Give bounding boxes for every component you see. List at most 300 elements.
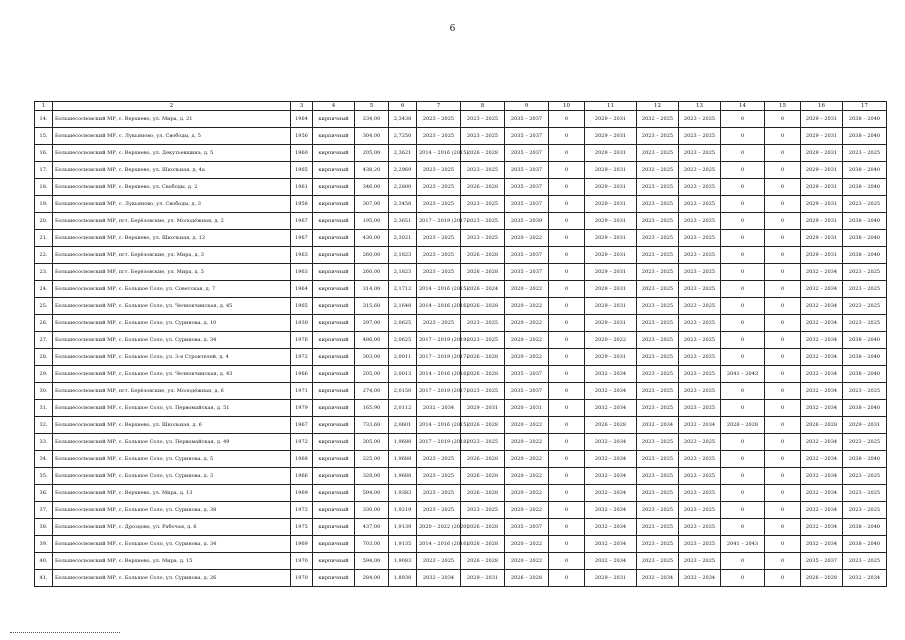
table-cell: 2023 – 2025 [637,281,679,298]
table-cell: 2026 – 2028 [461,298,505,315]
table-row [35,179,887,196]
address-cell: Большесосновский МР, с. Большое Соло, ул. Суринова, д. 38 [53,502,291,519]
table-cell: 2017 – 2019 (2017) [417,213,461,230]
table-cell: 2032 – 2034 [801,468,843,485]
column-number-cell: 17 [843,102,887,111]
table-cell: 2,0625 [389,315,417,332]
table-cell: 297,00 [355,315,389,332]
table-cell: 2023 – 2025 [637,553,679,570]
table-cell: 2029 – 2031 [801,162,843,179]
table-cell: 2032 – 2034 [801,485,843,502]
table-cell: 2,0112 [389,400,417,417]
table-cell: 2023 – 2025 [417,162,461,179]
table-cell: кирпичный [313,417,355,434]
table-cell: 2023 – 2025 [417,315,461,332]
table-cell: 205,00 [355,366,389,383]
table-cell: 2023 – 2025 [461,230,505,247]
table-cell: 1976 [291,332,313,349]
table-cell: 2,2969 [389,162,417,179]
table-cell: 0 [549,536,585,553]
table-cell: 2032 – 2034 [679,570,721,587]
table-cell: 2023 – 2025 [679,247,721,264]
table-cell: 2023 – 2025 [417,502,461,519]
table-cell: 0 [765,111,801,128]
table-cell: 36. [35,485,53,502]
table-cell: 2038 – 2040 [843,162,887,179]
table-cell: 2023 – 2025 [843,434,887,451]
table-cell: 594,00 [355,553,389,570]
table-cell: 1964 [291,111,313,128]
table-row [35,383,887,400]
table-cell: кирпичный [313,332,355,349]
table-cell: 2032 – 2034 [801,502,843,519]
table-cell: 0 [549,400,585,417]
table-cell: 205,00 [355,145,389,162]
table-cell: 0 [765,383,801,400]
table-cell: 2032 – 2034 [801,264,843,281]
table-cell: 2023 – 2025 [461,196,505,213]
table-cell: 2020 – 2022 [505,349,549,366]
table-cell: 2026 – 2028 [461,179,505,196]
table-cell: 2029 – 2031 [843,417,887,434]
table-cell: 0 [765,315,801,332]
table-cell: 430,00 [355,230,389,247]
table-cell: 303,00 [355,349,389,366]
table-row [35,145,887,162]
table-cell: 0 [765,366,801,383]
table-cell: 0 [721,468,765,485]
table-cell: 0 [549,196,585,213]
column-number-cell: 2 [53,102,291,111]
table-cell: 0 [765,451,801,468]
table-cell: 2035 – 2037 [505,145,549,162]
table-cell: 2035 – 2037 [505,519,549,536]
table-cell: 0 [721,332,765,349]
table-cell: 1963 [291,264,313,281]
table-cell: кирпичный [313,485,355,502]
table-cell: 2023 – 2025 [679,230,721,247]
table-cell: 2023 – 2025 [679,128,721,145]
table-cell: 2029 – 2031 [585,298,637,315]
table-row [35,332,887,349]
table-cell: 2032 – 2034 [585,485,637,502]
table-cell: 2038 – 2040 [843,349,887,366]
table-cell: 0 [549,230,585,247]
table-cell: 2032 – 2034 [843,570,887,587]
table-cell: 2038 – 2040 [843,332,887,349]
table-cell: 703,00 [355,536,389,553]
table-cell: 0 [549,162,585,179]
table-cell: 1,9139 [389,519,417,536]
table-cell: 2032 – 2034 [801,400,843,417]
page-number: 6 [449,24,456,34]
table-cell: 0 [765,485,801,502]
table-cell: 2023 – 2025 [637,298,679,315]
table-cell: 2,0150 [389,383,417,400]
table-cell: 2023 – 2025 [679,264,721,281]
table-cell: 2026 – 2028 [461,366,505,383]
table-cell: 0 [549,502,585,519]
table-cell: 1930 [291,315,313,332]
table-row [35,570,887,587]
table-cell: 0 [765,162,801,179]
table-cell: 2023 – 2025 [679,553,721,570]
table-cell: 1961 [291,179,313,196]
table-cell: 2023 – 2025 [843,553,887,570]
table-cell: кирпичный [313,451,355,468]
table-cell: 346,00 [355,179,389,196]
table-cell: 2029 – 2031 [585,315,637,332]
table-cell: 2032 – 2034 [585,366,637,383]
table-cell: 2026 – 2028 [461,519,505,536]
table-cell: 2032 – 2025 [637,111,679,128]
table-cell: 304,00 [355,128,389,145]
table-row [35,111,887,128]
table-cell: кирпичный [313,502,355,519]
address-cell: Большесосновский МР, с. Большое Соло, ул. Суринова, д. 34 [53,332,291,349]
column-number-cell: 12 [637,102,679,111]
table-cell: 2032 – 2034 [417,570,461,587]
table-cell: 2026 – 2028 [461,264,505,281]
table-cell: 2035 – 2037 [505,179,549,196]
table-cell: 2032 – 2034 [585,400,637,417]
table-cell: 1970 [291,553,313,570]
table-cell: 2029 – 2031 [585,281,637,298]
table-cell: 0 [549,179,585,196]
address-cell: Большесосновский МР, с. Лукьяново, ул. Свободы, д. 3 [53,196,291,213]
table-cell: 2038 – 2040 [843,213,887,230]
table-cell: 2029 – 2031 [585,213,637,230]
table-cell: 0 [765,230,801,247]
address-cell: Большесосновский МР, с. Большое Соло, ул. 3-я Строителей, д. 4 [53,349,291,366]
table-cell: 2,3651 [389,213,417,230]
table-cell: 20. [35,213,53,230]
table-cell: 2023 – 2025 [843,502,887,519]
table-cell: 2035 – 2037 [505,111,549,128]
table-cell: 2041 – 2043 [721,366,765,383]
table-cell: 2023 – 2025 [417,468,461,485]
table-cell: кирпичный [313,298,355,315]
column-number-cell: 16 [801,102,843,111]
table-cell: 274,00 [355,383,389,400]
table-cell: 2029 – 2031 [585,196,637,213]
table-cell: 2,3458 [389,196,417,213]
table-cell: 2017 – 2019 (2018) [417,434,461,451]
address-cell: Большесосновский МР, с. Верхнево, ул. Мира, д. 15 [53,553,291,570]
table-row [35,128,887,145]
table-cell: 40. [35,553,53,570]
repair-schedule-table [34,101,887,587]
table-cell: 2023 – 2025 [679,162,721,179]
table-cell: 2023 – 2025 [679,349,721,366]
table-cell: 2032 – 2034 [801,434,843,451]
table-cell: 438,20 [355,162,389,179]
address-cell: Большесосновский МР, с. Большое Соло, ул. Челнокчинская, д. 45 [53,298,291,315]
table-cell: 2029 – 2031 [585,264,637,281]
table-cell: 2032 – 2034 [801,332,843,349]
table-cell: 2023 – 2025 [679,451,721,468]
table-cell: кирпичный [313,400,355,417]
table-cell: 2,2800 [389,179,417,196]
table-cell: 2029 – 2031 [585,145,637,162]
table-cell: 2023 – 2025 [637,230,679,247]
table-cell: 2014 – 2016 (2015) [417,145,461,162]
table-cell: 1,9688 [389,451,417,468]
table-cell: 2023 – 2025 [679,213,721,230]
table-row [35,366,887,383]
column-number-cell: 4 [313,102,355,111]
table-cell: 22. [35,247,53,264]
table-cell: 2023 – 2025 [637,128,679,145]
table-cell: 2014 – 2016 (2016) [417,298,461,315]
table-cell: 2029 – 2031 [585,570,637,587]
column-number-cell: 7 [417,102,461,111]
table-cell: 21. [35,230,53,247]
table-cell: 2023 – 2025 [679,519,721,536]
table-cell: 0 [549,349,585,366]
table-cell: 2023 – 2025 [637,332,679,349]
table-cell: кирпичный [313,213,355,230]
table-cell: 0 [549,519,585,536]
table-cell: кирпичный [313,230,355,247]
table-cell: 1970 [291,570,313,587]
table-cell: 2038 – 2040 [843,400,887,417]
table-cell: 2023 – 2025 [417,128,461,145]
table-cell: 1964 [291,281,313,298]
table-cell: 2014 – 2016 (2015) [417,281,461,298]
table-cell: кирпичный [313,315,355,332]
table-cell: 2020 – 2022 [585,332,637,349]
table-cell: 0 [549,128,585,145]
table-cell: 0 [721,485,765,502]
table-cell: 2029 – 2031 [461,400,505,417]
table-cell: 2023 – 2025 [679,400,721,417]
table-cell: 2035 – 2037 [505,264,549,281]
table-cell: 2020 – 2022 (2020) [417,519,461,536]
table-cell: 2,3438 [389,111,417,128]
table-cell: 2023 – 2025 [637,315,679,332]
table-cell: 2032 – 2034 [585,434,637,451]
table-cell: 0 [765,247,801,264]
table-cell: 0 [549,332,585,349]
table-cell: 1956 [291,128,313,145]
table-cell: 2029 – 2031 [801,247,843,264]
table-cell: 1979 [291,400,313,417]
table-cell: 1969 [291,536,313,553]
table-cell: 0 [549,213,585,230]
table-cell: 1960 [291,145,313,162]
table-cell: 2029 – 2031 [801,196,843,213]
table-cell: 2,1823 [389,264,417,281]
table-cell: 0 [549,366,585,383]
table-cell: 0 [549,111,585,128]
table-cell: 2032 – 2034 [585,502,637,519]
table-cell: 594,00 [355,485,389,502]
table-cell: 0 [721,434,765,451]
address-cell: Большесосновский МР, с. Большое Соло, ул. Первомайская, д. 49 [53,434,291,451]
table-cell: 2023 – 2025 [461,315,505,332]
table-cell: 0 [721,519,765,536]
table-cell: 1967 [291,230,313,247]
table-cell: 0 [765,179,801,196]
table-cell: 1,9688 [389,468,417,485]
table-cell: 234,00 [355,111,389,128]
table-cell: 2,3621 [389,145,417,162]
table-cell: 2,1648 [389,298,417,315]
table-cell: 2029 – 2031 [801,179,843,196]
table-cell: кирпичный [313,145,355,162]
table-cell: 2032 – 2034 [801,451,843,468]
table-cell: кирпичный [313,383,355,400]
table-cell: 2026 – 2028 [461,451,505,468]
table-cell: 34. [35,451,53,468]
table-cell: 486,00 [355,332,389,349]
table-cell: 0 [765,128,801,145]
table-cell: 0 [549,264,585,281]
table-cell: 2029 – 2031 [585,349,637,366]
table-cell: 2017 – 2019 (2019) [417,332,461,349]
table-cell: 0 [765,468,801,485]
table-cell: 2038 – 2040 [843,536,887,553]
table-row [35,400,887,417]
table-cell: 2032 – 2034 [585,519,637,536]
table-cell: 2023 – 2025 [637,196,679,213]
table-cell: 0 [721,383,765,400]
table-cell: 24. [35,281,53,298]
table-cell: 1958 [291,196,313,213]
table-body [35,102,887,587]
table-cell: 2029 – 2031 [585,247,637,264]
address-cell: Большесосновский МР, с. Верхнево, ул. Мира, д. 21 [53,111,291,128]
table-cell: 1963 [291,247,313,264]
table-row [35,213,887,230]
table-cell: 2023 – 2025 [461,111,505,128]
table-cell: 2029 – 2031 [585,179,637,196]
table-cell: 1975 [291,519,313,536]
address-cell: Большесосновский МР, пгт. Берёзовские, ул. Мира, д. 5 [53,264,291,281]
table-cell: 0 [549,417,585,434]
table-row [35,468,887,485]
table-cell: 1965 [291,298,313,315]
table-cell: 2032 – 2034 [801,281,843,298]
address-cell: Большесосновский МР, пгт. Берёзовские, ул. Молодёжная, д. 6 [53,383,291,400]
column-number-cell: 9 [505,102,549,111]
table-cell: 2023 – 2025 [843,383,887,400]
address-cell: Большесосновский МР, с. Большое Соло, ул. Челнокчинская, д. 43 [53,366,291,383]
table-cell: кирпичный [313,281,355,298]
table-cell: 2023 – 2025 [679,332,721,349]
address-cell: Большесосновский МР, с. Большое Соло, ул. Советская, д. 7 [53,281,291,298]
table-cell: 2032 – 2034 [801,298,843,315]
table-cell: кирпичный [313,553,355,570]
table-row [35,417,887,434]
table-cell: 0 [765,349,801,366]
table-cell: 2029 – 2031 [585,230,637,247]
table-cell: 2029 – 2031 [801,128,843,145]
address-cell: Большесосновский МР, с. Большое Соло, ул. Суринова, д. 34 [53,536,291,553]
table-cell: 2023 – 2025 [637,145,679,162]
table-cell: 2023 – 2025 [417,264,461,281]
table-cell: 29. [35,366,53,383]
table-cell: 315,60 [355,298,389,315]
table-cell: кирпичный [313,247,355,264]
table-cell: 0 [765,536,801,553]
table-cell: 1,9688 [389,434,417,451]
table-cell: 0 [549,315,585,332]
table-cell: 2032 – 2034 [585,468,637,485]
column-number-cell: 13 [679,102,721,111]
table-row [35,434,887,451]
table-row [35,196,887,213]
table-cell: 2023 – 2025 [679,281,721,298]
table-cell: 2023 – 2025 [461,332,505,349]
table-cell: 2035 – 2037 [505,247,549,264]
table-cell: кирпичный [313,519,355,536]
table-cell: 165,90 [355,400,389,417]
table-cell: 1968 [291,451,313,468]
table-cell: 2023 – 2025 [637,213,679,230]
address-cell: Большесосновский МР, пгт. Берёзовские, ул. Мира, д. 3 [53,247,291,264]
table-cell: 2032 – 2034 [801,315,843,332]
table-row [35,485,887,502]
table-cell: 0 [549,247,585,264]
table-cell: 2023 – 2025 [679,145,721,162]
table-cell: 2023 – 2025 [679,468,721,485]
table-cell: 2035 – 2037 [801,553,843,570]
table-cell: 2023 – 2025 [461,502,505,519]
table-cell: 2020 – 2022 [505,468,549,485]
table-cell: 2020 – 2022 [505,536,549,553]
table-cell: 30. [35,383,53,400]
table-cell: 2020 – 2022 [505,451,549,468]
table-cell: 0 [721,128,765,145]
table-cell: 2032 – 2034 [801,519,843,536]
address-cell: Большесосновский МР, пгт. Берёзовские, ул. Молодёжная, д. 2 [53,213,291,230]
table-cell: 0 [765,213,801,230]
table-cell: 2023 – 2025 [843,281,887,298]
table-cell: 41. [35,570,53,587]
table-cell: 0 [549,553,585,570]
address-cell: Большесосновский МР, с. Верхнево, ул. Школьная, д. 12 [53,230,291,247]
table-cell: кирпичный [313,570,355,587]
table-cell: 195,00 [355,213,389,230]
table-cell: 2029 – 2031 [585,111,637,128]
table-cell: 2032 – 2034 [585,553,637,570]
table-cell: 1966 [291,366,313,383]
table-cell: 1,9135 [389,536,417,553]
column-number-cell: 10 [549,102,585,111]
table-cell: 2023 – 2025 [679,383,721,400]
table-cell: 1,8938 [389,570,417,587]
table-cell: 2023 – 2025 [637,519,679,536]
table-cell: 2032 – 2034 [801,366,843,383]
table-cell: 1,9383 [389,485,417,502]
table-cell: 1972 [291,434,313,451]
table-cell: 0 [721,196,765,213]
table-cell: 2,0601 [389,417,417,434]
table-cell: 0 [721,213,765,230]
table-cell: 2014 – 2016 (2016) [417,536,461,553]
table-cell: 2032 – 2034 [679,417,721,434]
table-cell: 0 [765,298,801,315]
table-cell: 2032 – 2034 [585,451,637,468]
table-cell: 0 [721,145,765,162]
table-cell: 2026 – 2028 [461,349,505,366]
table-cell: 2035 – 2037 [505,162,549,179]
table-cell: 0 [765,281,801,298]
table-cell: 2023 – 2025 [679,315,721,332]
table-cell: 2023 – 2025 [461,162,505,179]
